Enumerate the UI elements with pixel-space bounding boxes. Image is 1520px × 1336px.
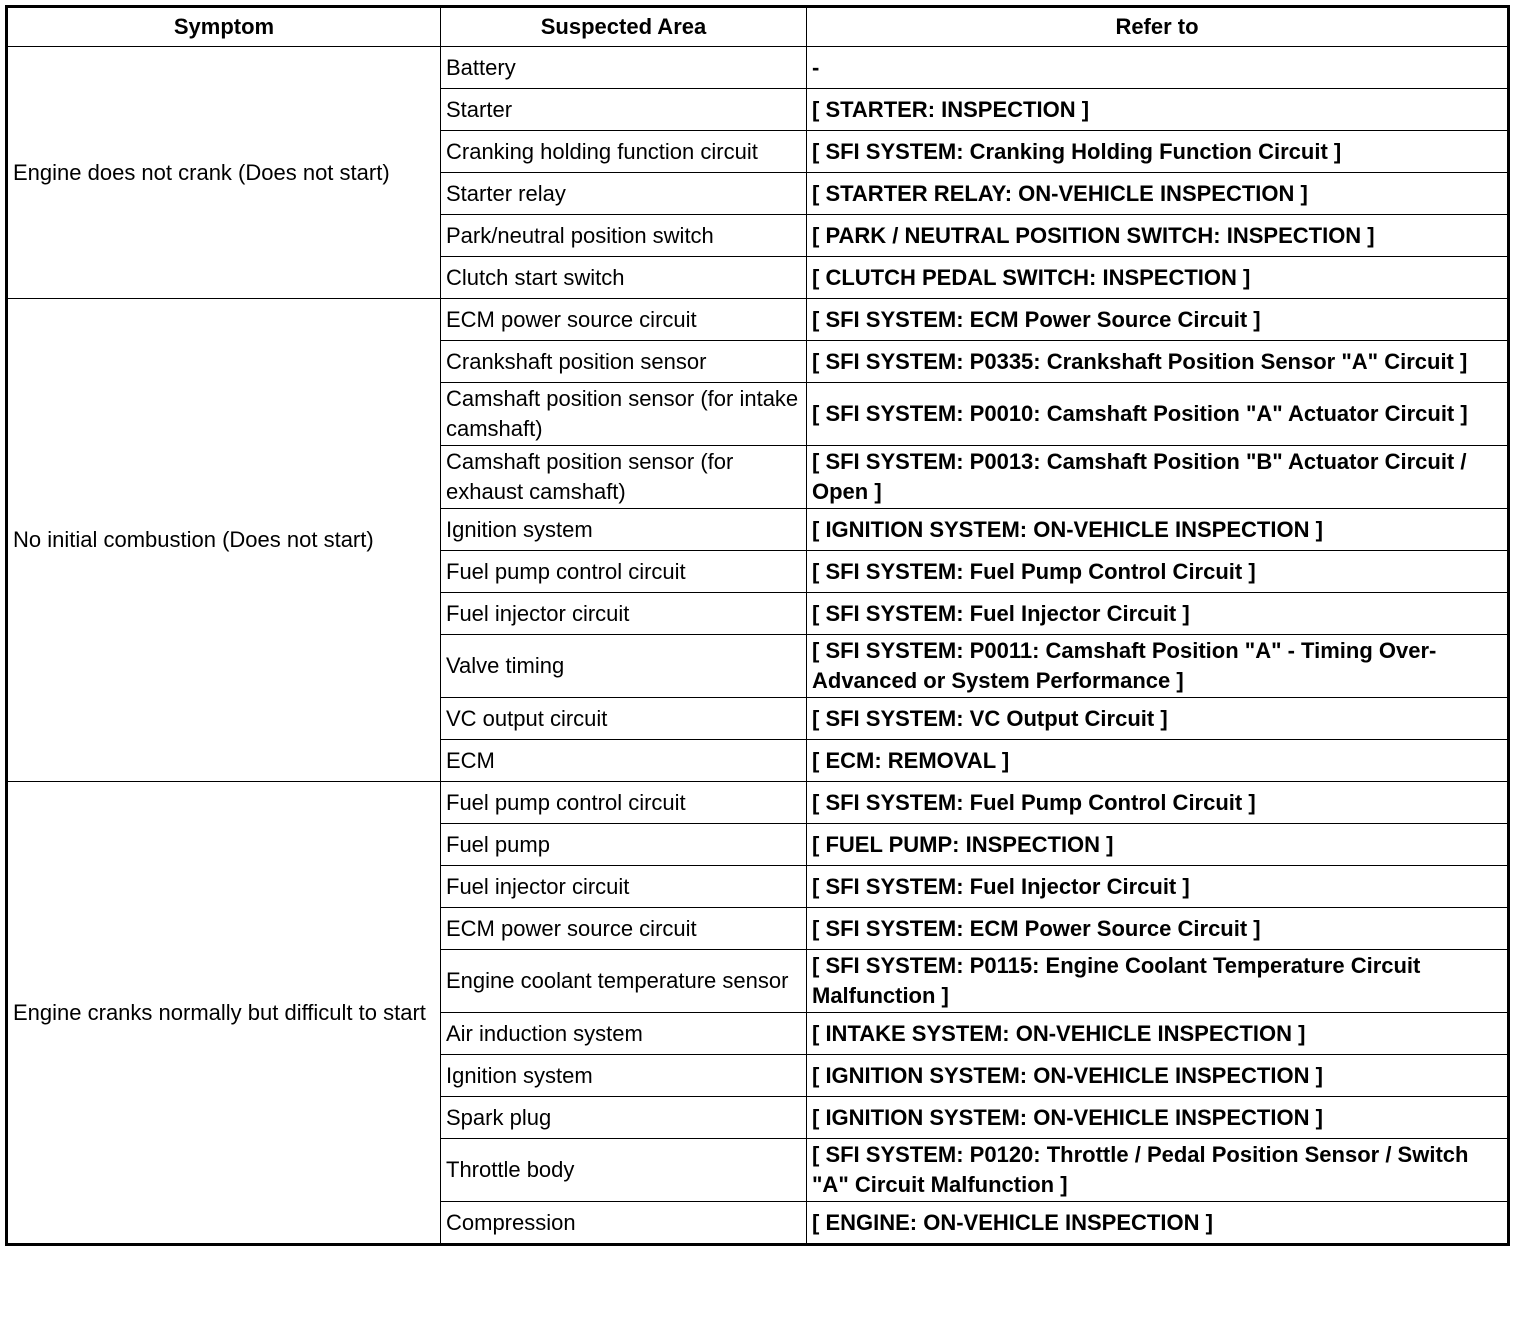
suspected-area-cell: Throttle body xyxy=(441,1139,807,1202)
refer-to-link[interactable]: [ SFI SYSTEM: P0010: Camshaft Position "A" Actuator Circuit ] xyxy=(807,383,1509,446)
symptom-cell: Engine does not crank (Does not start) xyxy=(7,47,441,299)
suspected-area-cell: Engine coolant temperature sensor xyxy=(441,950,807,1013)
suspected-area-cell: Valve timing xyxy=(441,635,807,698)
suspected-area-cell: Crankshaft position sensor xyxy=(441,341,807,383)
refer-to-link[interactable]: [ SFI SYSTEM: Fuel Injector Circuit ] xyxy=(807,866,1509,908)
refer-to-link[interactable]: [ SFI SYSTEM: Cranking Holding Function Circuit ] xyxy=(807,131,1509,173)
suspected-area-cell: ECM power source circuit xyxy=(441,908,807,950)
refer-to-link[interactable]: [ SFI SYSTEM: P0115: Engine Coolant Temperature Circuit Malfunction ] xyxy=(807,950,1509,1013)
suspected-area-cell: Air induction system xyxy=(441,1013,807,1055)
refer-to-link[interactable]: [ ENGINE: ON-VEHICLE INSPECTION ] xyxy=(807,1202,1509,1245)
suspected-area-cell: Camshaft position sensor (for exhaust camshaft) xyxy=(441,446,807,509)
suspected-area-cell: Spark plug xyxy=(441,1097,807,1139)
symptom-cell: Engine cranks normally but difficult to start xyxy=(7,782,441,1245)
suspected-area-cell: Ignition system xyxy=(441,509,807,551)
refer-to-link[interactable]: [ SFI SYSTEM: Fuel Pump Control Circuit ] xyxy=(807,782,1509,824)
refer-to-link[interactable]: [ SFI SYSTEM: P0011: Camshaft Position "A" - Timing Over-Advanced or System Performance ] xyxy=(807,635,1509,698)
table-row xyxy=(7,299,1509,341)
suspected-area-cell: Starter xyxy=(441,89,807,131)
refer-to-link[interactable]: [ STARTER RELAY: ON-VEHICLE INSPECTION ] xyxy=(807,173,1509,215)
header-suspected-area: Suspected Area xyxy=(441,7,807,47)
suspected-area-cell: Starter relay xyxy=(441,173,807,215)
refer-to-link[interactable]: [ SFI SYSTEM: P0013: Camshaft Position "B" Actuator Circuit / Open ] xyxy=(807,446,1509,509)
table-row xyxy=(7,782,1509,824)
suspected-area-cell: Camshaft position sensor (for intake camshaft) xyxy=(441,383,807,446)
refer-to-link[interactable]: [ IGNITION SYSTEM: ON-VEHICLE INSPECTION ] xyxy=(807,1097,1509,1139)
header-symptom: Symptom xyxy=(7,7,441,47)
suspected-area-cell: Fuel injector circuit xyxy=(441,593,807,635)
refer-to-link[interactable]: [ FUEL PUMP: INSPECTION ] xyxy=(807,824,1509,866)
refer-to-link[interactable]: [ IGNITION SYSTEM: ON-VEHICLE INSPECTION ] xyxy=(807,509,1509,551)
header-row xyxy=(7,7,1509,47)
suspected-area-cell: Battery xyxy=(441,47,807,89)
suspected-area-cell: VC output circuit xyxy=(441,698,807,740)
suspected-area-cell: Cranking holding function circuit xyxy=(441,131,807,173)
refer-to-link[interactable]: [ STARTER: INSPECTION ] xyxy=(807,89,1509,131)
symptom-cell: No initial combustion (Does not start) xyxy=(7,299,441,782)
suspected-area-cell: Clutch start switch xyxy=(441,257,807,299)
suspected-area-cell: ECM power source circuit xyxy=(441,299,807,341)
refer-to-link[interactable]: [ SFI SYSTEM: ECM Power Source Circuit ] xyxy=(807,299,1509,341)
suspected-area-cell: Park/neutral position switch xyxy=(441,215,807,257)
refer-to-link[interactable]: [ SFI SYSTEM: P0335: Crankshaft Position Sensor "A" Circuit ] xyxy=(807,341,1509,383)
suspected-area-cell: ECM xyxy=(441,740,807,782)
refer-to-link[interactable]: [ SFI SYSTEM: VC Output Circuit ] xyxy=(807,698,1509,740)
suspected-area-cell: Fuel injector circuit xyxy=(441,866,807,908)
table-body xyxy=(7,47,1509,1245)
refer-to-link[interactable]: [ ECM: REMOVAL ] xyxy=(807,740,1509,782)
refer-to-link[interactable]: [ CLUTCH PEDAL SWITCH: INSPECTION ] xyxy=(807,257,1509,299)
refer-to-link[interactable]: [ INTAKE SYSTEM: ON-VEHICLE INSPECTION ] xyxy=(807,1013,1509,1055)
refer-to-link[interactable]: [ PARK / NEUTRAL POSITION SWITCH: INSPECTION ] xyxy=(807,215,1509,257)
document-page xyxy=(5,5,1510,1246)
symptom-table xyxy=(5,5,1510,1246)
header-refer-to: Refer to xyxy=(807,7,1509,47)
refer-to-link[interactable]: [ SFI SYSTEM: P0120: Throttle / Pedal Position Sensor / Switch "A" Circuit Malfunction ] xyxy=(807,1139,1509,1202)
refer-to-link[interactable]: [ IGNITION SYSTEM: ON-VEHICLE INSPECTION ] xyxy=(807,1055,1509,1097)
suspected-area-cell: Fuel pump control circuit xyxy=(441,782,807,824)
refer-to-link[interactable]: [ SFI SYSTEM: Fuel Injector Circuit ] xyxy=(807,593,1509,635)
suspected-area-cell: Ignition system xyxy=(441,1055,807,1097)
refer-to-link[interactable]: [ SFI SYSTEM: ECM Power Source Circuit ] xyxy=(807,908,1509,950)
suspected-area-cell: Compression xyxy=(441,1202,807,1245)
suspected-area-cell: Fuel pump control circuit xyxy=(441,551,807,593)
table-row xyxy=(7,47,1509,89)
refer-to-link[interactable]: - xyxy=(807,47,1509,89)
refer-to-link[interactable]: [ SFI SYSTEM: Fuel Pump Control Circuit ] xyxy=(807,551,1509,593)
suspected-area-cell: Fuel pump xyxy=(441,824,807,866)
